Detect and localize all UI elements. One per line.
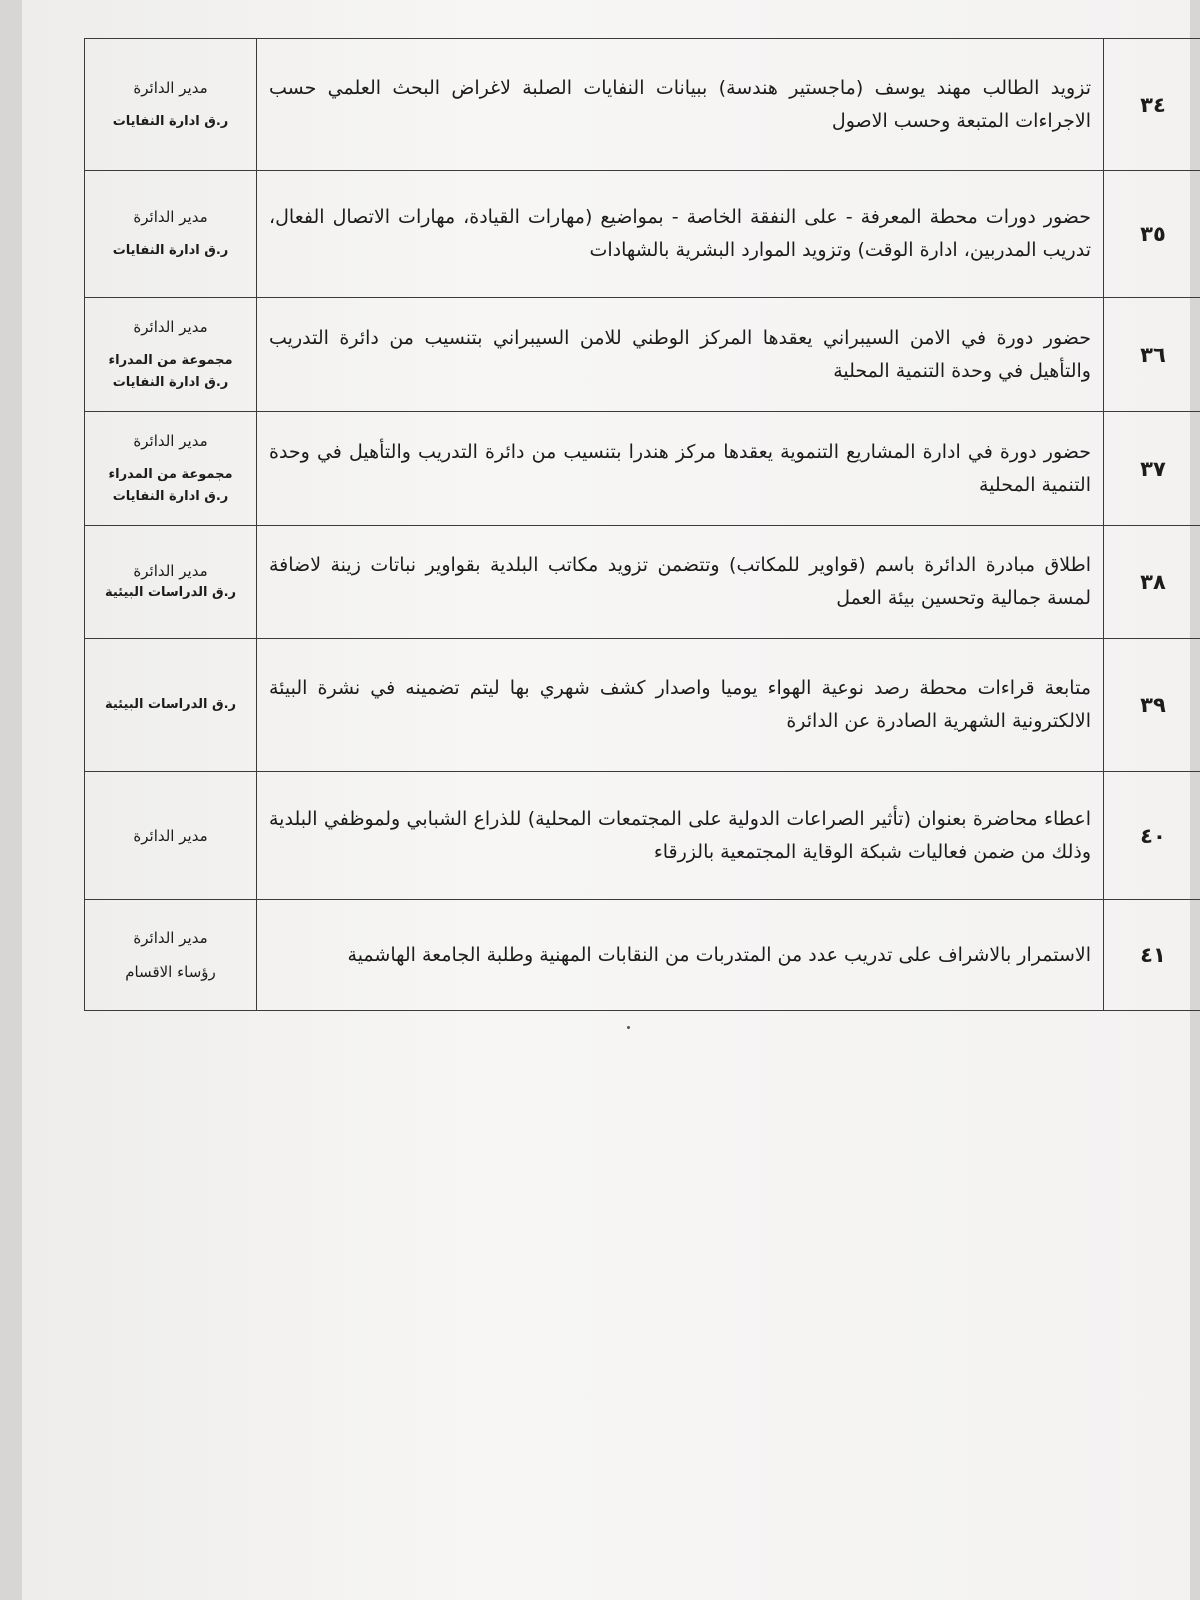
responsible-cell	[85, 639, 257, 772]
row-number: ٣٤	[1104, 39, 1200, 171]
activity-description: حضور دورات محطة المعرفة - على النفقة الخاصة - بمواضيع (مهارات القيادة، مهارات الاتصال الفعال، تدريب المدربين، ادارة الوقت) وتزويد الموارد البشرية بالشهادات	[257, 171, 1104, 298]
responsible-cell	[85, 900, 257, 1011]
table-row	[85, 412, 1200, 526]
responsible-cell	[85, 39, 257, 171]
responsible-cell	[85, 298, 257, 412]
table-row	[85, 171, 1200, 298]
responsible-entry: مجموعة من المدراء	[108, 352, 233, 368]
responsible-entry: مدير الدائرة	[133, 78, 208, 97]
responsible-entry: ر.ق الدراسات البيئية	[104, 585, 237, 600]
table-row	[85, 39, 1200, 171]
responsible-entry: ر.ق ادارة النفايات	[112, 374, 229, 390]
responsible-entry: مدير الدائرة	[133, 826, 208, 845]
responsible-cell	[85, 412, 257, 526]
row-number: ٣٦	[1104, 298, 1200, 412]
table-row	[85, 772, 1200, 900]
ink-dot	[627, 1026, 630, 1029]
activity-description: اعطاء محاضرة بعنوان (تأثير الصراعات الدولية على المجتمعات المحلية) للذراع الشبابي ولموظفي البلدية وذلك من ضمن فعاليات شبكة الوقاية المجتمعية بالزرقاء	[257, 772, 1104, 900]
activity-description: اطلاق مبادرة الدائرة باسم (قواوير للمكاتب) وتتضمن تزويد مكاتب البلدية بقواوير نباتات زينة لاضافة لمسة جمالية وتحسين بيئة العمل	[257, 526, 1104, 639]
activities-table	[84, 38, 1200, 1011]
responsible-entry: مدير الدائرة	[133, 317, 208, 336]
table-row	[85, 298, 1200, 412]
responsible-entry: ر.ق ادارة النفايات	[112, 488, 229, 504]
row-number: ٣٥	[1104, 171, 1200, 298]
row-number: ٤٠	[1104, 772, 1200, 900]
responsible-entry: مجموعة من المدراء	[108, 466, 233, 482]
document-page	[22, 0, 1190, 1600]
row-number: ٣٨	[1104, 526, 1200, 639]
responsible-entry: ر.ق الدراسات البيئية	[104, 697, 237, 712]
responsible-cell	[85, 171, 257, 298]
activity-description: حضور دورة في ادارة المشاريع التنموية يعقدها مركز هندرا بتنسيب من دائرة التدريب والتأهيل في وحدة التنمية المحلية	[257, 412, 1104, 526]
responsible-cell	[85, 772, 257, 900]
responsible-entry: مدير الدائرة	[133, 431, 208, 450]
table-row	[85, 900, 1200, 1011]
responsible-entry: مدير الدائرة	[133, 929, 208, 947]
activity-description: الاستمرار بالاشراف على تدريب عدد من المتدربات من النقابات المهنية وطلبة الجامعة الهاشمية	[257, 900, 1104, 1011]
row-number: ٤١	[1104, 900, 1200, 1011]
row-number: ٣٩	[1104, 639, 1200, 772]
responsible-entry: رؤساء الاقسام	[125, 963, 216, 981]
responsible-entry: مدير الدائرة	[133, 562, 208, 580]
activity-description: متابعة قراءات محطة رصد نوعية الهواء يوميا واصدار كشف شهري بها ليتم تضمينه في نشرة البيئة الالكترونية الشهرية الصادرة عن الدائرة	[257, 639, 1104, 772]
activity-description: تزويد الطالب مهند يوسف (ماجستير هندسة) ببيانات النفايات الصلبة لاغراض البحث العلمي حسب الاجراءات المتبعة وحسب الاصول	[257, 39, 1104, 171]
table-row	[85, 526, 1200, 639]
responsible-entry: ر.ق ادارة النفايات	[112, 113, 229, 129]
responsible-entry: مدير الدائرة	[133, 208, 208, 226]
activity-description: حضور دورة في الامن السيبراني يعقدها المركز الوطني للامن السيبراني بتنسيب من دائرة التدريب والتأهيل في وحدة التنمية المحلية	[257, 298, 1104, 412]
responsible-entry: ر.ق ادارة النفايات	[112, 243, 229, 258]
table-row	[85, 639, 1200, 772]
responsible-cell	[85, 526, 257, 639]
row-number: ٣٧	[1104, 412, 1200, 526]
